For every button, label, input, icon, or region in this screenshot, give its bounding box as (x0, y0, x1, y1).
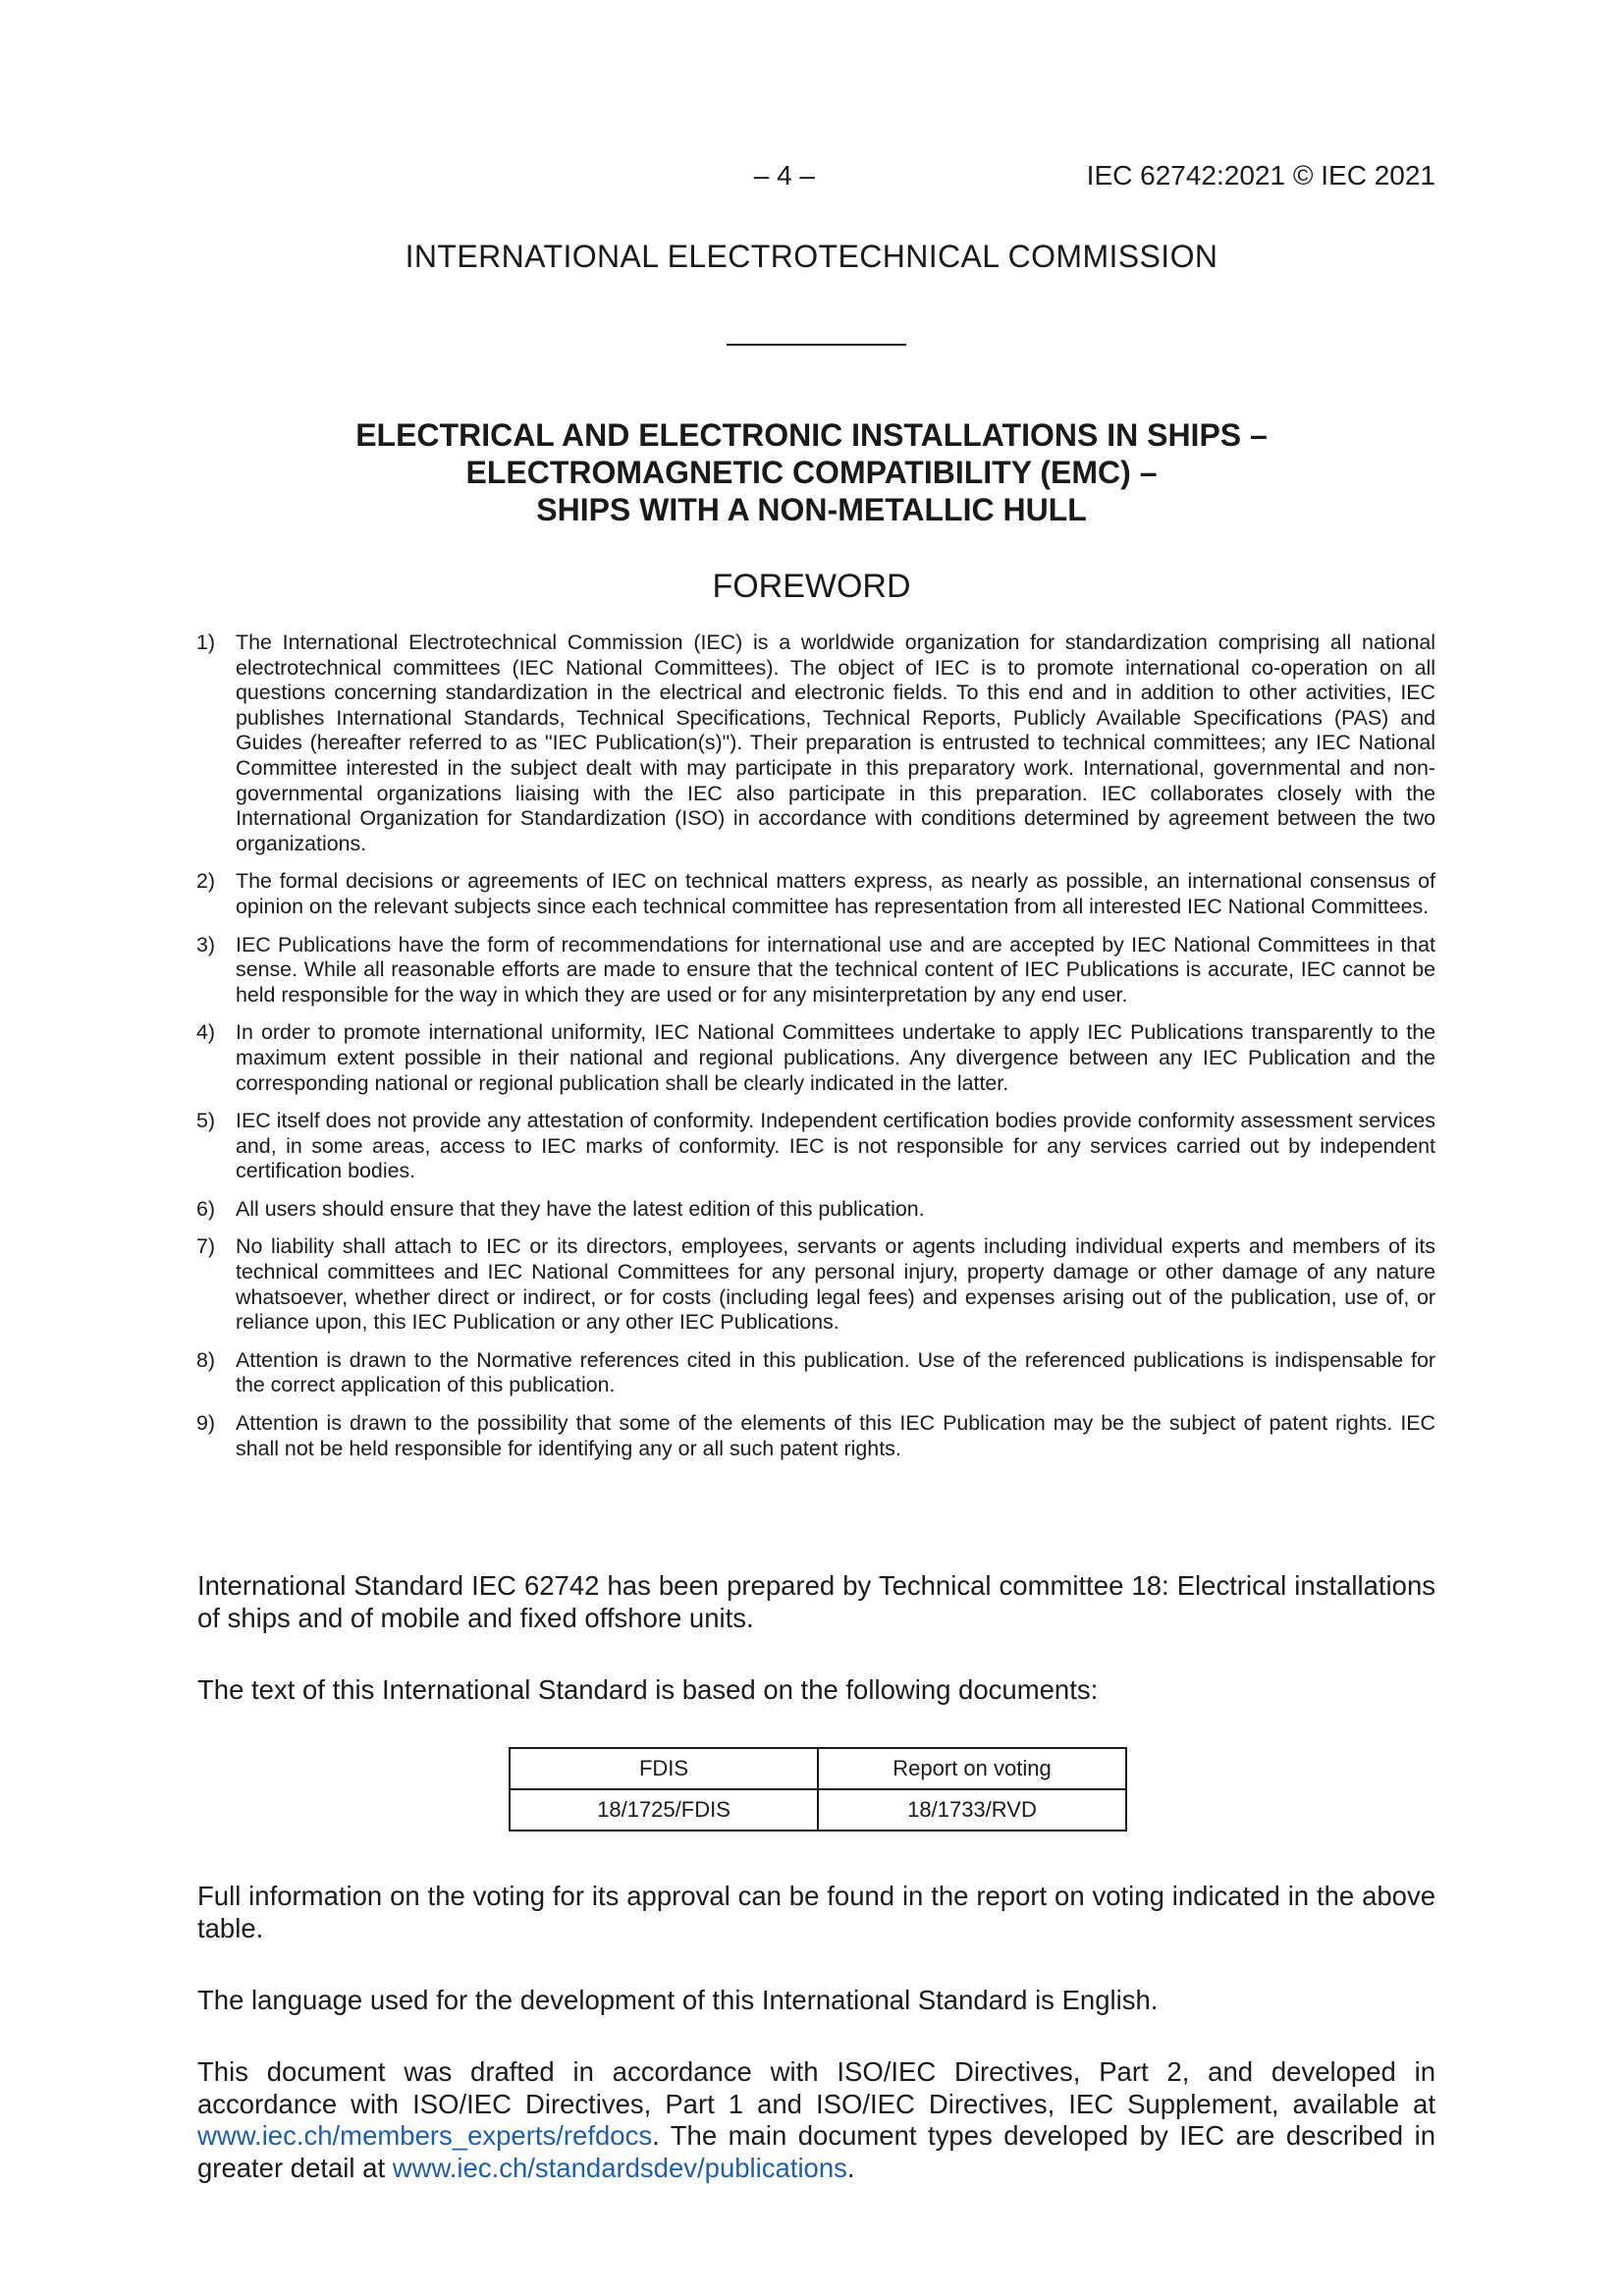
foreword-list (196, 630, 1435, 1474)
title-line: ELECTRICAL AND ELECTRONIC INSTALLATIONS IN SHIPS – (355, 417, 1268, 453)
document-reference: IEC 62742:2021 © IEC 2021 (1086, 160, 1435, 191)
item-text: IEC itself does not provide any attestation of conformity. Independent certification bodies provide conformity assessment services and, in some areas, access to IEC marks of conformity. IEC is not responsible for any services carried out by independent certification bodies. (236, 1109, 1435, 1183)
item-text: The International Electrotechnical Commission (IEC) is a worldwide organization for standardization comprising all national electrotechnical committees (IEC National Committees). The object of IEC is to promote international co-operation on all questions concerning standardization in the electrical and electronic fields. To this end and in addition to other activities, IEC publishes International Standards, Technical Specifications, Technical Reports, Publicly Available Specifications (PAS) and Guides (hereafter referred to as "IEC Publication(s)"). Their preparation is entrusted to technical committees; any IEC National Committee interested in the subject dealt with may participate in this preparatory work. International, governmental and non-governmental organizations liaising with the IEC also participate in this preparation. IEC collaborates closely with the International Organization for Standardization (ISO) in accordance with conditions determined by agreement between the two organizations. (236, 630, 1435, 855)
item-number: 3) (196, 932, 216, 957)
foreword-item (196, 1020, 1435, 1096)
foreword-item (196, 1234, 1435, 1335)
table-header-cell: Report on voting (818, 1748, 1126, 1789)
item-text: Attention is drawn to the possibility that some of the elements of this IEC Publication may be the subject of patent rights. IEC shall not be held responsible for identifying any or all such patent rights. (236, 1411, 1435, 1460)
item-number: 6) (196, 1196, 216, 1221)
based-on-paragraph: The text of this International Standard is based on the following documents: (197, 1674, 1099, 1705)
foreword-item (196, 1348, 1435, 1398)
item-number: 8) (196, 1347, 216, 1372)
item-text: No liability shall attach to IEC or its directors, employees, servants or agents including individual experts and members of its technical committees and IEC National Committees for any personal injury, property damage or other damage of any nature whatsoever, whether direct or indirect, or for costs (including legal fees) and expenses arising out of the publication, use of, or reliance upon, this IEC Publication or any other IEC Publications. (236, 1234, 1435, 1335)
item-number: 2) (196, 869, 216, 894)
table-cell: 18/1733/RVD (818, 1789, 1126, 1831)
document-title (0, 416, 1623, 528)
language-paragraph: The language used for the development of this International Standard is English. (197, 1985, 1159, 2015)
item-text: In order to promote international uniformity, IEC National Committees undertake to apply IEC Publications transparently to the maximum extent possible in their national and regional publications. Any divergence between any IEC Publication and the corresponding national or regional publication shall be clearly indicated in the latter. (236, 1020, 1435, 1095)
table-cell: 18/1725/FDIS (510, 1789, 818, 1831)
foreword-item (196, 1411, 1435, 1461)
item-number: 9) (196, 1411, 216, 1436)
foreword-item (196, 869, 1435, 919)
prepared-by-paragraph: International Standard IEC 62742 has been prepared by Technical committee 18: Electrical installations of ships and of mobile and fixed offshore units. (197, 1570, 1435, 1633)
table-header-row (510, 1748, 1126, 1789)
title-line: SHIPS WITH A NON-METALLIC HULL (536, 492, 1087, 527)
foreword-item (196, 1109, 1435, 1184)
refdocs-link[interactable]: www.iec.ch/members_experts/refdocs (197, 2120, 653, 2151)
divider (727, 344, 906, 346)
item-number: 7) (196, 1234, 216, 1259)
publications-link[interactable]: www.iec.ch/standardsdev/publications (392, 2152, 847, 2183)
voting-info-paragraph: Full information on the voting for its approval can be found in the report on voting indicated in the above table. (197, 1881, 1435, 1943)
foreword-item (196, 933, 1435, 1009)
foreword-item (196, 630, 1435, 856)
item-text: Attention is drawn to the Normative references cited in this publication. Use of the referenced publications is indispensable for the correct application of this publication. (236, 1347, 1435, 1397)
item-number: 5) (196, 1109, 216, 1133)
directives-paragraph (197, 2056, 1435, 2184)
documents-table (509, 1747, 1127, 1831)
item-text: All users should ensure that they have the latest edition of this publication. (236, 1196, 925, 1221)
directives-text: This document was drafted in accordance with ISO/IEC Directives, Part 2, and developed in accordance with ISO/IEC Directives, Part 1 and ISO/IEC Directives, IEC Supplement, available at (197, 2056, 1435, 2119)
directives-text: . The main document types developed by IEC are described in greater detail at (197, 2120, 1435, 2183)
foreword-item (196, 1197, 1435, 1223)
item-text: IEC Publications have the form of recommendations for international use and are accepted by IEC National Committees in that sense. While all reasonable efforts are made to ensure that the technical content of IEC Publications is accurate, IEC cannot be held responsible for the way in which they are used or for any misinterpretation by any end user. (236, 932, 1435, 1007)
table-row (510, 1789, 1126, 1831)
page-header: – 4 – IEC 62742:2021 © IEC 2021 (753, 160, 1435, 191)
table-header-cell: FDIS (510, 1748, 818, 1789)
title-line: ELECTROMAGNETIC COMPATIBILITY (EMC) – (465, 455, 1158, 490)
item-number: 4) (196, 1020, 216, 1045)
organization-name: INTERNATIONAL ELECTROTECHNICAL COMMISSION (405, 239, 1218, 274)
item-text: The formal decisions or agreements of IEC on technical matters express, as nearly as possible, an international consensus of opinion on the relevant subjects since each technical committee has representation from all interested IEC National Committees. (236, 869, 1435, 918)
directives-text: . (846, 2152, 855, 2183)
foreword-heading: FOREWORD (712, 568, 911, 605)
item-number: 1) (196, 630, 216, 654)
